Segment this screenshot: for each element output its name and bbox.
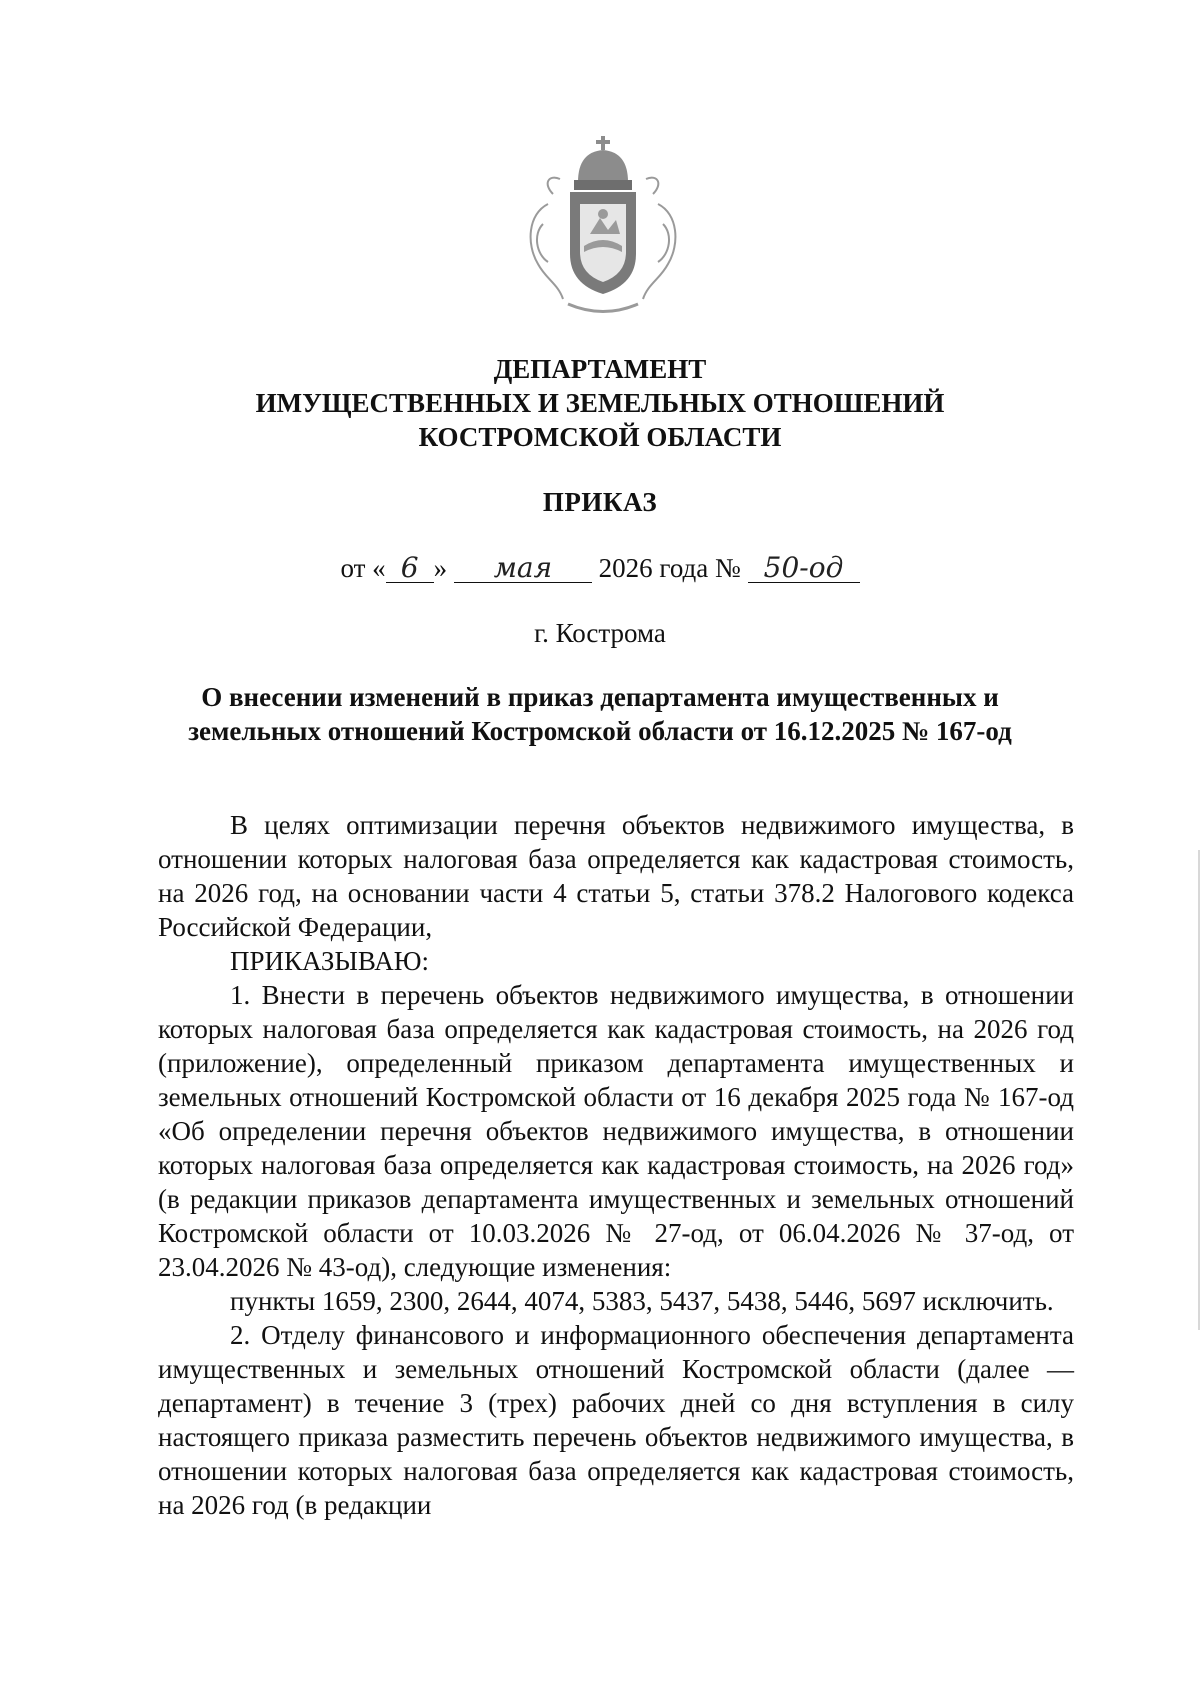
department-title-line2: ИМУЩЕСТВЕННЫХ И ЗЕМЕЛЬНЫХ ОТНОШЕНИЙ — [255, 388, 945, 418]
item-2-paragraph: 2. Отделу финансового и информационного обеспечения департамента имущественных и земельных отношений Костромской области (далее — департамент) в течение 3 (трех) рабочих дней со дня вступления в силу настоящего приказа разместить перечень объектов недвижимого имущества, в отношении которых налоговая база определяется как кадастровая стоимость, на 2026 год (в редакции — [158, 1320, 1074, 1520]
subject-line1: О внесении изменений в приказ департамента имущественных и — [201, 682, 999, 712]
date-day-field: 6 — [386, 554, 434, 583]
date-day-close: » — [433, 553, 448, 583]
item-1-sub-paragraph: пункты 1659, 2300, 2644, 4074, 5383, 5437, 5438, 5446, 5697 исключить. — [230, 1286, 1054, 1316]
date-year-text: 2026 года № — [598, 553, 741, 583]
document-body — [158, 808, 1074, 1522]
order-number-field: 50-од — [748, 554, 860, 583]
subject-line2: земельных отношений Костромской области от 16.12.2025 № 167-од — [188, 716, 1012, 746]
date-prefix: от « — [340, 553, 386, 583]
item-1-paragraph: 1. Внести в перечень объектов недвижимого имущества, в отношении которых налоговая база определяется как кадастровая стоимость, на 2026 год (приложение), определенный приказом департамента имущественных и земельных отношений Костромской области от 16 декабря 2025 года № 167-од «Об определении перечня объектов недвижимого имущества, в отношении которых налоговая база определяется как кадастровая стоимость, на 2026 год» (в редакции приказов департамента имущественных и земельных отношений Костромской области от 10.03.2026 № 27-од, от 06.04.2026 № 37-од, от 23.04.2026 № 43-од), следующие изменения: — [158, 980, 1074, 1282]
order-word: ПРИКАЗЫВАЮ: — [230, 946, 429, 976]
department-title-line1: ДЕПАРТАМЕНТ — [493, 354, 707, 384]
date-number-line — [150, 551, 1050, 585]
coat-of-arms-icon — [508, 134, 698, 324]
date-month-field: мая — [454, 554, 592, 583]
document-type: ПРИКАЗ — [542, 487, 658, 517]
city-line: г. Кострома — [534, 618, 666, 648]
department-title-line3: КОСТРОМСКОЙ ОБЛАСТИ — [418, 422, 782, 452]
preamble-paragraph: В целях оптимизации перечня объектов недвижимого имущества, в отношении которых налоговая база определяется как кадастровая стоимость, на 2026 год, на основании части 4 статьи 5, статьи 378.2 Налогового кодекса Российской Федерации, — [158, 810, 1074, 942]
